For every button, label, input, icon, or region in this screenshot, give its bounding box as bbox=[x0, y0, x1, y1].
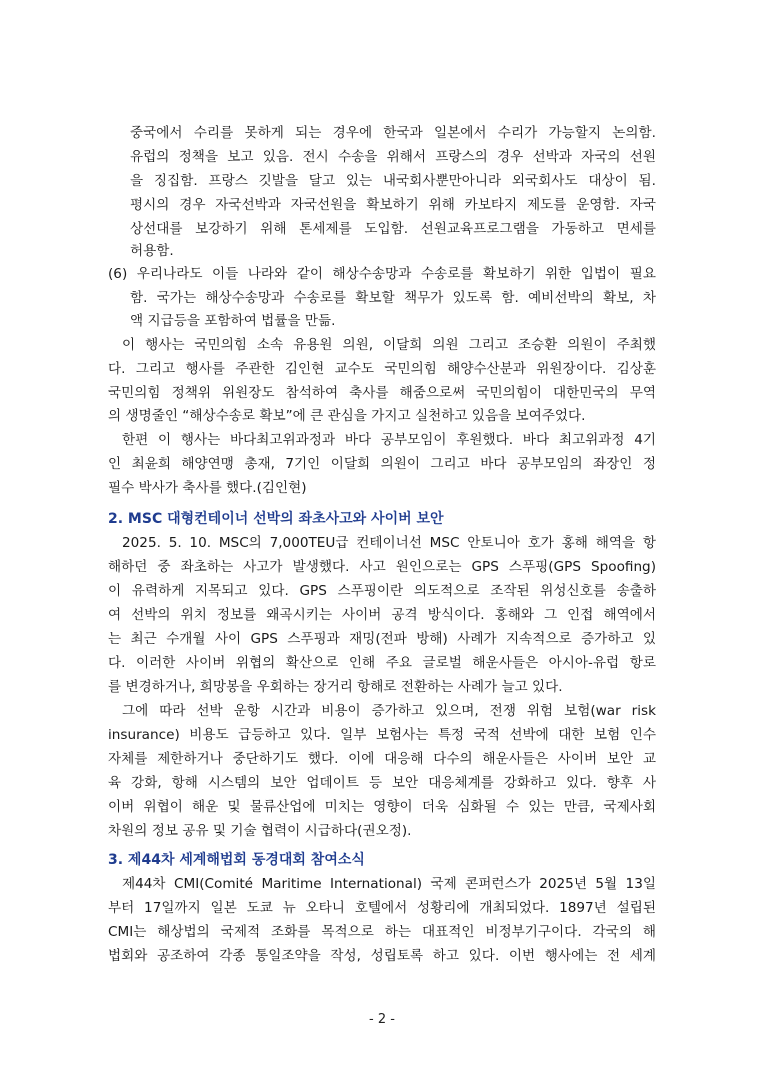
section2-line: insurance) 비용도 급등하고 있다. 일부 보험사는 특정 국적 선박에 대한 보험 인수 bbox=[108, 727, 656, 743]
paragraph-line: 의 생명줄인 “해상수송로 확보”에 큰 관심을 가지고 실천하고 있음을 보여주었다. bbox=[108, 408, 586, 424]
section2-line: 2025. 5. 10. MSC의 7,000TEU급 컨테이너선 MSC 안토니아 호가 홍해 해역을 항 bbox=[122, 535, 656, 551]
section2-line: 여 선박의 위치 정보를 왜곡시키는 사이버 공격 방식이다. 홍해와 그 인접 해역에서 bbox=[108, 607, 656, 623]
section-heading-3: 3. 제44차 세계해법회 동경대회 참여소식 bbox=[108, 852, 365, 868]
item6-line: 액 지급등을 포함하여 법률을 만듦. bbox=[130, 313, 336, 329]
section3-line: 법회와 공조하여 각종 통일조약을 작성, 성립토록 하고 있다. 이번 행사에는 전 세계 bbox=[108, 948, 656, 964]
item6-line: 함. 국가는 해상수송망과 수송로를 확보할 책무가 있도록 함. 예비선박의 확보, 차 bbox=[130, 290, 656, 306]
intro-line: 중국에서 수리를 못하게 되는 경우에 한국과 일본에서 수리가 가능할지 논의함. bbox=[130, 125, 656, 141]
intro-line: 유럽의 정책을 보고 있음. 전시 수송을 위해서 프랑스의 경우 선박과 자국의 선원 bbox=[130, 149, 656, 165]
paragraph-line: 한편 이 행사는 바다최고위과정과 바다 공부모임이 후원했다. 바다 최고위과정 4기 bbox=[122, 432, 656, 448]
section2-line: 이 유력하게 지목되고 있다. GPS 스푸핑이란 의도적으로 조작된 위성신호를 송출하 bbox=[108, 583, 656, 599]
section-heading-2: 2. MSC 대형컨테이너 선박의 좌초사고와 사이버 보안 bbox=[108, 511, 444, 527]
section2-line: 를 변경하거나, 희망봉을 우회하는 장거리 항해로 전환하는 사례가 늘고 있다. bbox=[108, 679, 563, 695]
paragraph-line: 이 행사는 국민의힘 소속 유용원 의원, 이달희 의원 그리고 조승환 의원이 주최했 bbox=[122, 337, 656, 353]
section2-line: 자체를 제한하거나 중단하기도 했다. 이에 대응해 다수의 해운사들은 사이버 보안 교 bbox=[108, 751, 656, 767]
intro-line: 을 징집함. 프랑스 깃발을 달고 있는 내국회사뿐만아니라 외국회사도 대상이 됨. bbox=[130, 173, 656, 189]
section3-line: CMI는 해상법의 국제적 조화를 목적으로 하는 대표적인 비정부기구이다. 각국의 해 bbox=[108, 924, 656, 940]
page-number: - 2 - bbox=[369, 1012, 395, 1027]
paragraph-line: 필수 박사가 축사를 했다.(김인현) bbox=[108, 480, 307, 496]
section2-line: 해하던 중 좌초하는 사고가 발생했다. 사고 원인으로는 GPS 스푸핑(GPS Spoofing) bbox=[108, 559, 656, 575]
section3-line: 제44차 CMI(Comité Maritime International) 국제 콘퍼런스가 2025년 5월 13일 bbox=[122, 876, 656, 892]
section2-line: 차원의 정보 공유 및 기술 협력이 시급하다(권오정). bbox=[108, 823, 412, 839]
paragraph-line: 국민의힘 정책위 위원장도 참석하여 축사를 해줌으로써 국민의힘이 대한민국의 무역 bbox=[108, 385, 656, 401]
section2-line: 이버 위협이 해운 및 물류산업에 미치는 영향이 더욱 심화될 수 있는 만큼, 국제사회 bbox=[108, 799, 656, 815]
section2-line: 다. 이러한 사이버 위협의 확산으로 인해 주요 글로벌 해운사들은 아시아-유럽 항로 bbox=[108, 655, 656, 671]
section3-line: 부터 17일까지 일본 도쿄 뉴 오타니 호텔에서 성황리에 개최되었다. 1897년 설립된 bbox=[108, 900, 656, 916]
intro-line: 상선대를 보강하기 위해 톤세제를 도입함. 선원교육프로그램을 가동하고 면세를 bbox=[130, 221, 656, 237]
section2-line: 그에 따라 선박 운항 시간과 비용이 증가하고 있으며, 전쟁 위험 보험(war risk bbox=[122, 703, 656, 719]
intro-line: 허용함. bbox=[130, 243, 174, 259]
section2-line: 는 최근 수개월 사이 GPS 스푸핑과 재밍(전파 방해) 사례가 지속적으로 증가하고 있 bbox=[108, 631, 656, 647]
paragraph-line: 다. 그리고 행사를 주관한 김인현 교수도 국민의힘 해양수산분과 위원장이다. 김상훈 bbox=[108, 361, 656, 377]
paragraph-line: 인 최윤희 해양연맹 총재, 7기인 이달희 의원이 그리고 바다 공부모임의 좌장인 정 bbox=[108, 456, 656, 472]
intro-line: 평시의 경우 자국선박과 자국선원을 확보하기 위해 카보타지 제도를 운영함. 자국 bbox=[130, 197, 656, 213]
item6-line: (6) 우리나라도 이들 나라와 같이 해상수송망과 수송로를 확보하기 위한 입법이 필요 bbox=[108, 266, 656, 282]
section2-line: 육 강화, 항해 시스템의 보안 업데이트 등 보안 대응체계를 강화하고 있다. 향후 사 bbox=[108, 775, 656, 791]
